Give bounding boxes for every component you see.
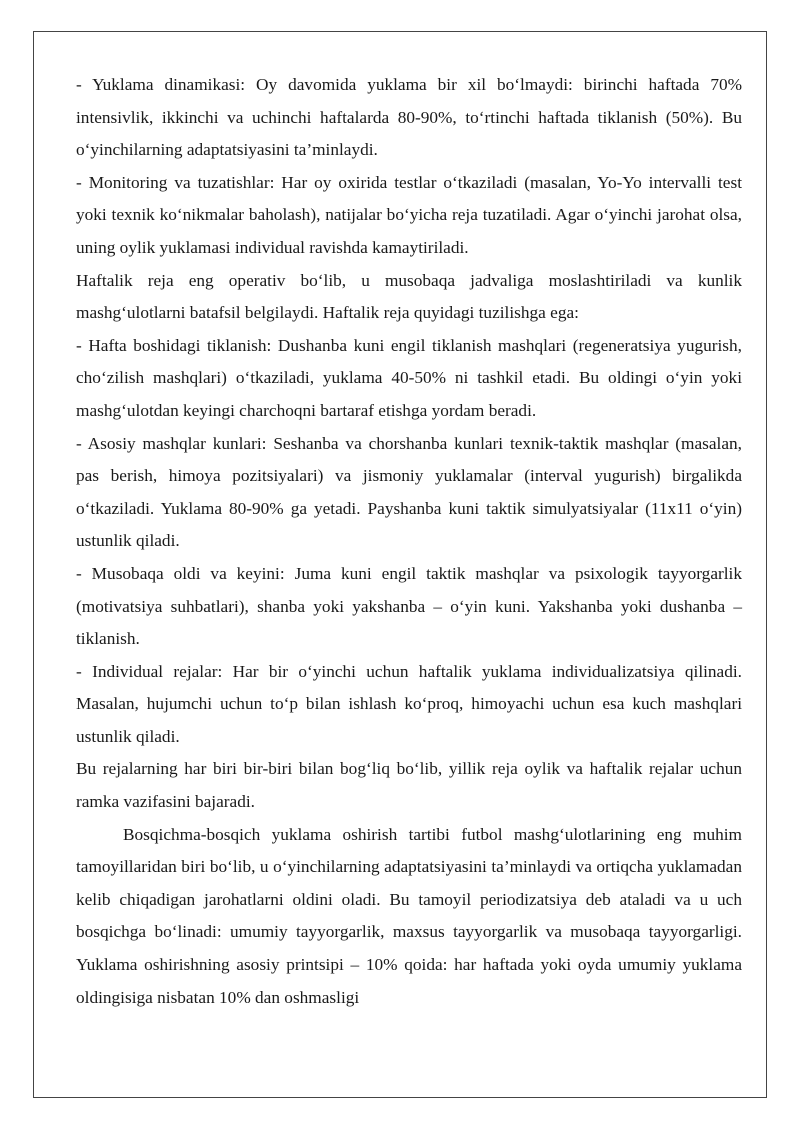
- paragraph-individual-plans: - Individual rejalar: Har bir o‘yinchi uchun haftalik yuklama individualizatsiya qilinadi. Masalan, hujumchi uchun to‘p bilan ishlash ko‘proq, himoyachi uchun esa kuch mashqlari ustunlik qiladi.: [76, 661, 742, 746]
- paragraph-load-dynamics: - Yuklama dinamikasi: Oy davomida yuklama bir xil bo‘lmaydi: birinchi haftada 70% intensivlik, ikkinchi va uchinchi haftalarda 80-90%, to‘rtinchi haftada tiklanish (50%). Bu o‘yinchilarning adaptatsiyasini ta’minlaydi.: [76, 75, 742, 160]
- paragraph-monitoring: - Monitoring va tuzatishlar: Har oy oxirida testlar o‘tkaziladi (masalan, Yo-Yo intervalli test yoki texnik ko‘nikmalar baholash), natijalar bo‘yicha reja tuzatiladi. Agar o‘yinchi jarohat olsa, uning oylik yuklamasi individual ravishda kamaytiriladi.: [76, 172, 742, 257]
- paragraph-weekly-plan-intro: Haftalik reja eng operativ bo‘lib, u musobaqa jadvaliga moslashtiriladi va kunlik mashg‘ulotlarni batafsil belgilaydi. Haftalik reja quyidagi tuzilishga ega:: [76, 270, 742, 323]
- paragraph-progressive-loading: Bosqichma-bosqich yuklama oshirish tartibi futbol mashg‘ulotlarining eng muhim tamoyillaridan biri bo‘lib, u o‘yinchilarning adaptatsiyasini ta’minlaydi va ortiqcha yuklamadan kelib chiqadigan jarohatlarni oldini oladi. Bu tamoyil periodizatsiya deb ataladi va u uch bosqichga bo‘linadi: umumiy tayyorgarlik, maxsus tayyorgarlik va musobaqa tayyorgarligi. Yuklama oshirishning asosiy printsipi – 10% qoida: har haftada yoki oyda umumiy yuklama oldingisiga nisbatan 10% dan oshmasligi: [76, 824, 742, 1007]
- paragraph-pre-post-match: - Musobaqa oldi va keyini: Juma kuni engil taktik mashqlar va psixologik tayyorgarlik (motivatsiya suhbatlari), shanba yoki yakshanba – o‘yin kuni. Yakshanba yoki dushanba – tiklanish.: [76, 563, 742, 649]
- paragraph-main-training-days: - Asosiy mashqlar kunlari: Seshanba va chorshanba kunlari texnik-taktik mashqlar (masalan, pas berish, himoya pozitsiyalari) va jismoniy yuklamalar (interval yugurish) birgalikda o‘tkaziladi. Yuklama 80-90% ga yetadi. Payshanba kuni taktik simulyatsiyalar (11x11 o‘yin) ustunlik qiladi.: [76, 433, 742, 551]
- document-body: [76, 69, 742, 1014]
- paragraph-plans-summary: Bu rejalarning har biri bir-biri bilan bog‘liq bo‘lib, yillik reja oylik va haftalik rejalar uchun ramka vazifasini bajaradi.: [76, 759, 742, 812]
- paragraph-week-start-recovery: - Hafta boshidagi tiklanish: Dushanba kuni engil tiklanish mashqlari (regeneratsiya yugurish, cho‘zilish mashqlari) o‘tkaziladi, yuklama 40-50% ni tashkil etadi. Bu oldingi o‘yin yoki mashg‘ulotdan keyingi charchoqni bartaraf etishga yordam beradi.: [76, 335, 742, 420]
